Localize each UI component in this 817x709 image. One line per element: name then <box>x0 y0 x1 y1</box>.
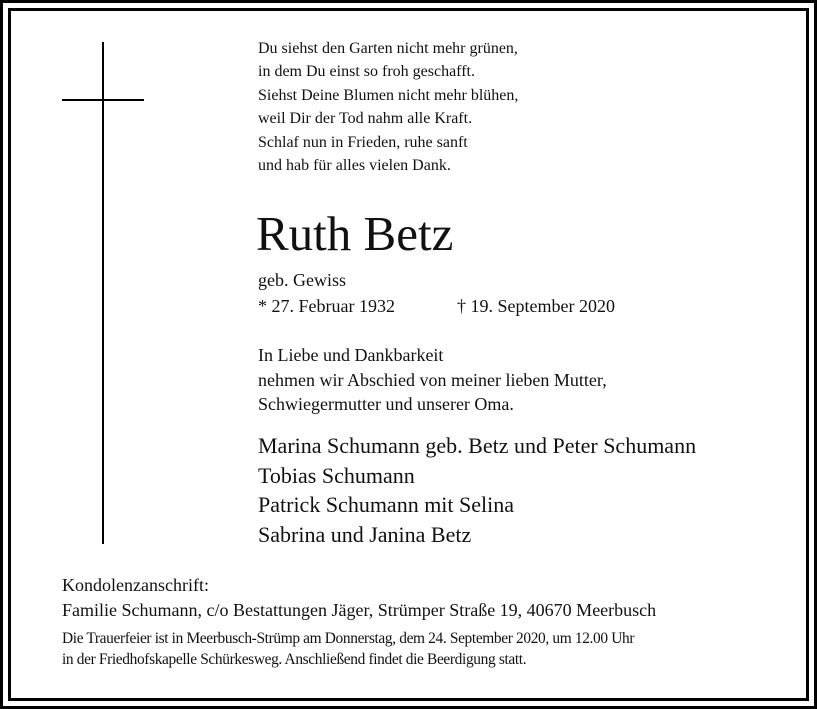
farewell-line: nehmen wir Abschied von meiner lieben Mutter, <box>258 369 607 390</box>
family-member: Sabrina und Janina Betz <box>258 521 472 547</box>
poem-line: in dem Du einst so froh geschafft. <box>258 63 475 81</box>
family-member: Patrick Schumann mit Selina <box>258 492 515 517</box>
poem-line: Schlaf nun in Frieden, ruhe sanft <box>258 133 468 151</box>
deceased-name: Ruth Betz <box>256 206 454 261</box>
condolence-address-line: Familie Schumann, c/o Bestattungen Jäger, Strümper Straße 19, 40670 Meerbusch <box>62 600 657 620</box>
poem-line: Du siehst den Garten nicht mehr grünen, <box>258 40 518 57</box>
poem-line: Siehst Deine Blumen nicht mehr blühen, <box>258 86 519 104</box>
family-member: Tobias Schumann <box>258 462 415 488</box>
funeral-line: in der Friedhofskapelle Schürkesweg. Anschließend findet die Beerdigung statt. <box>62 651 527 668</box>
family-list <box>258 431 696 549</box>
birth-date: * 27. Februar 1932 <box>258 296 395 316</box>
farewell-line: Schwiegermutter und unserer Oma. <box>258 394 514 414</box>
poem-line: und hab für alles vielen Dank. <box>258 157 451 175</box>
poem-line: weil Dir der Tod nahm alle Kraft. <box>258 110 473 128</box>
family-member: Marina Schumann geb. Betz und Peter Schumann <box>258 433 697 458</box>
condolence-address <box>62 573 656 623</box>
death-date: † 19. September 2020 <box>457 296 615 316</box>
cross-vertical-bar <box>102 42 104 544</box>
farewell-text <box>258 343 607 417</box>
funeral-line: Die Trauerfeier ist in Meerbusch-Strümp am Donnerstag, dem 24. September 2020, um 12.00 Uhr <box>62 630 635 647</box>
poem <box>258 37 518 177</box>
birth-name: geb. Gewiss <box>258 270 346 290</box>
cross-horizontal-bar <box>62 99 144 101</box>
life-dates <box>258 295 615 317</box>
condolence-label: Kondolenzanschrift: <box>62 575 209 595</box>
farewell-line: In Liebe und Dankbarkeit <box>258 345 444 365</box>
funeral-info <box>62 628 634 670</box>
